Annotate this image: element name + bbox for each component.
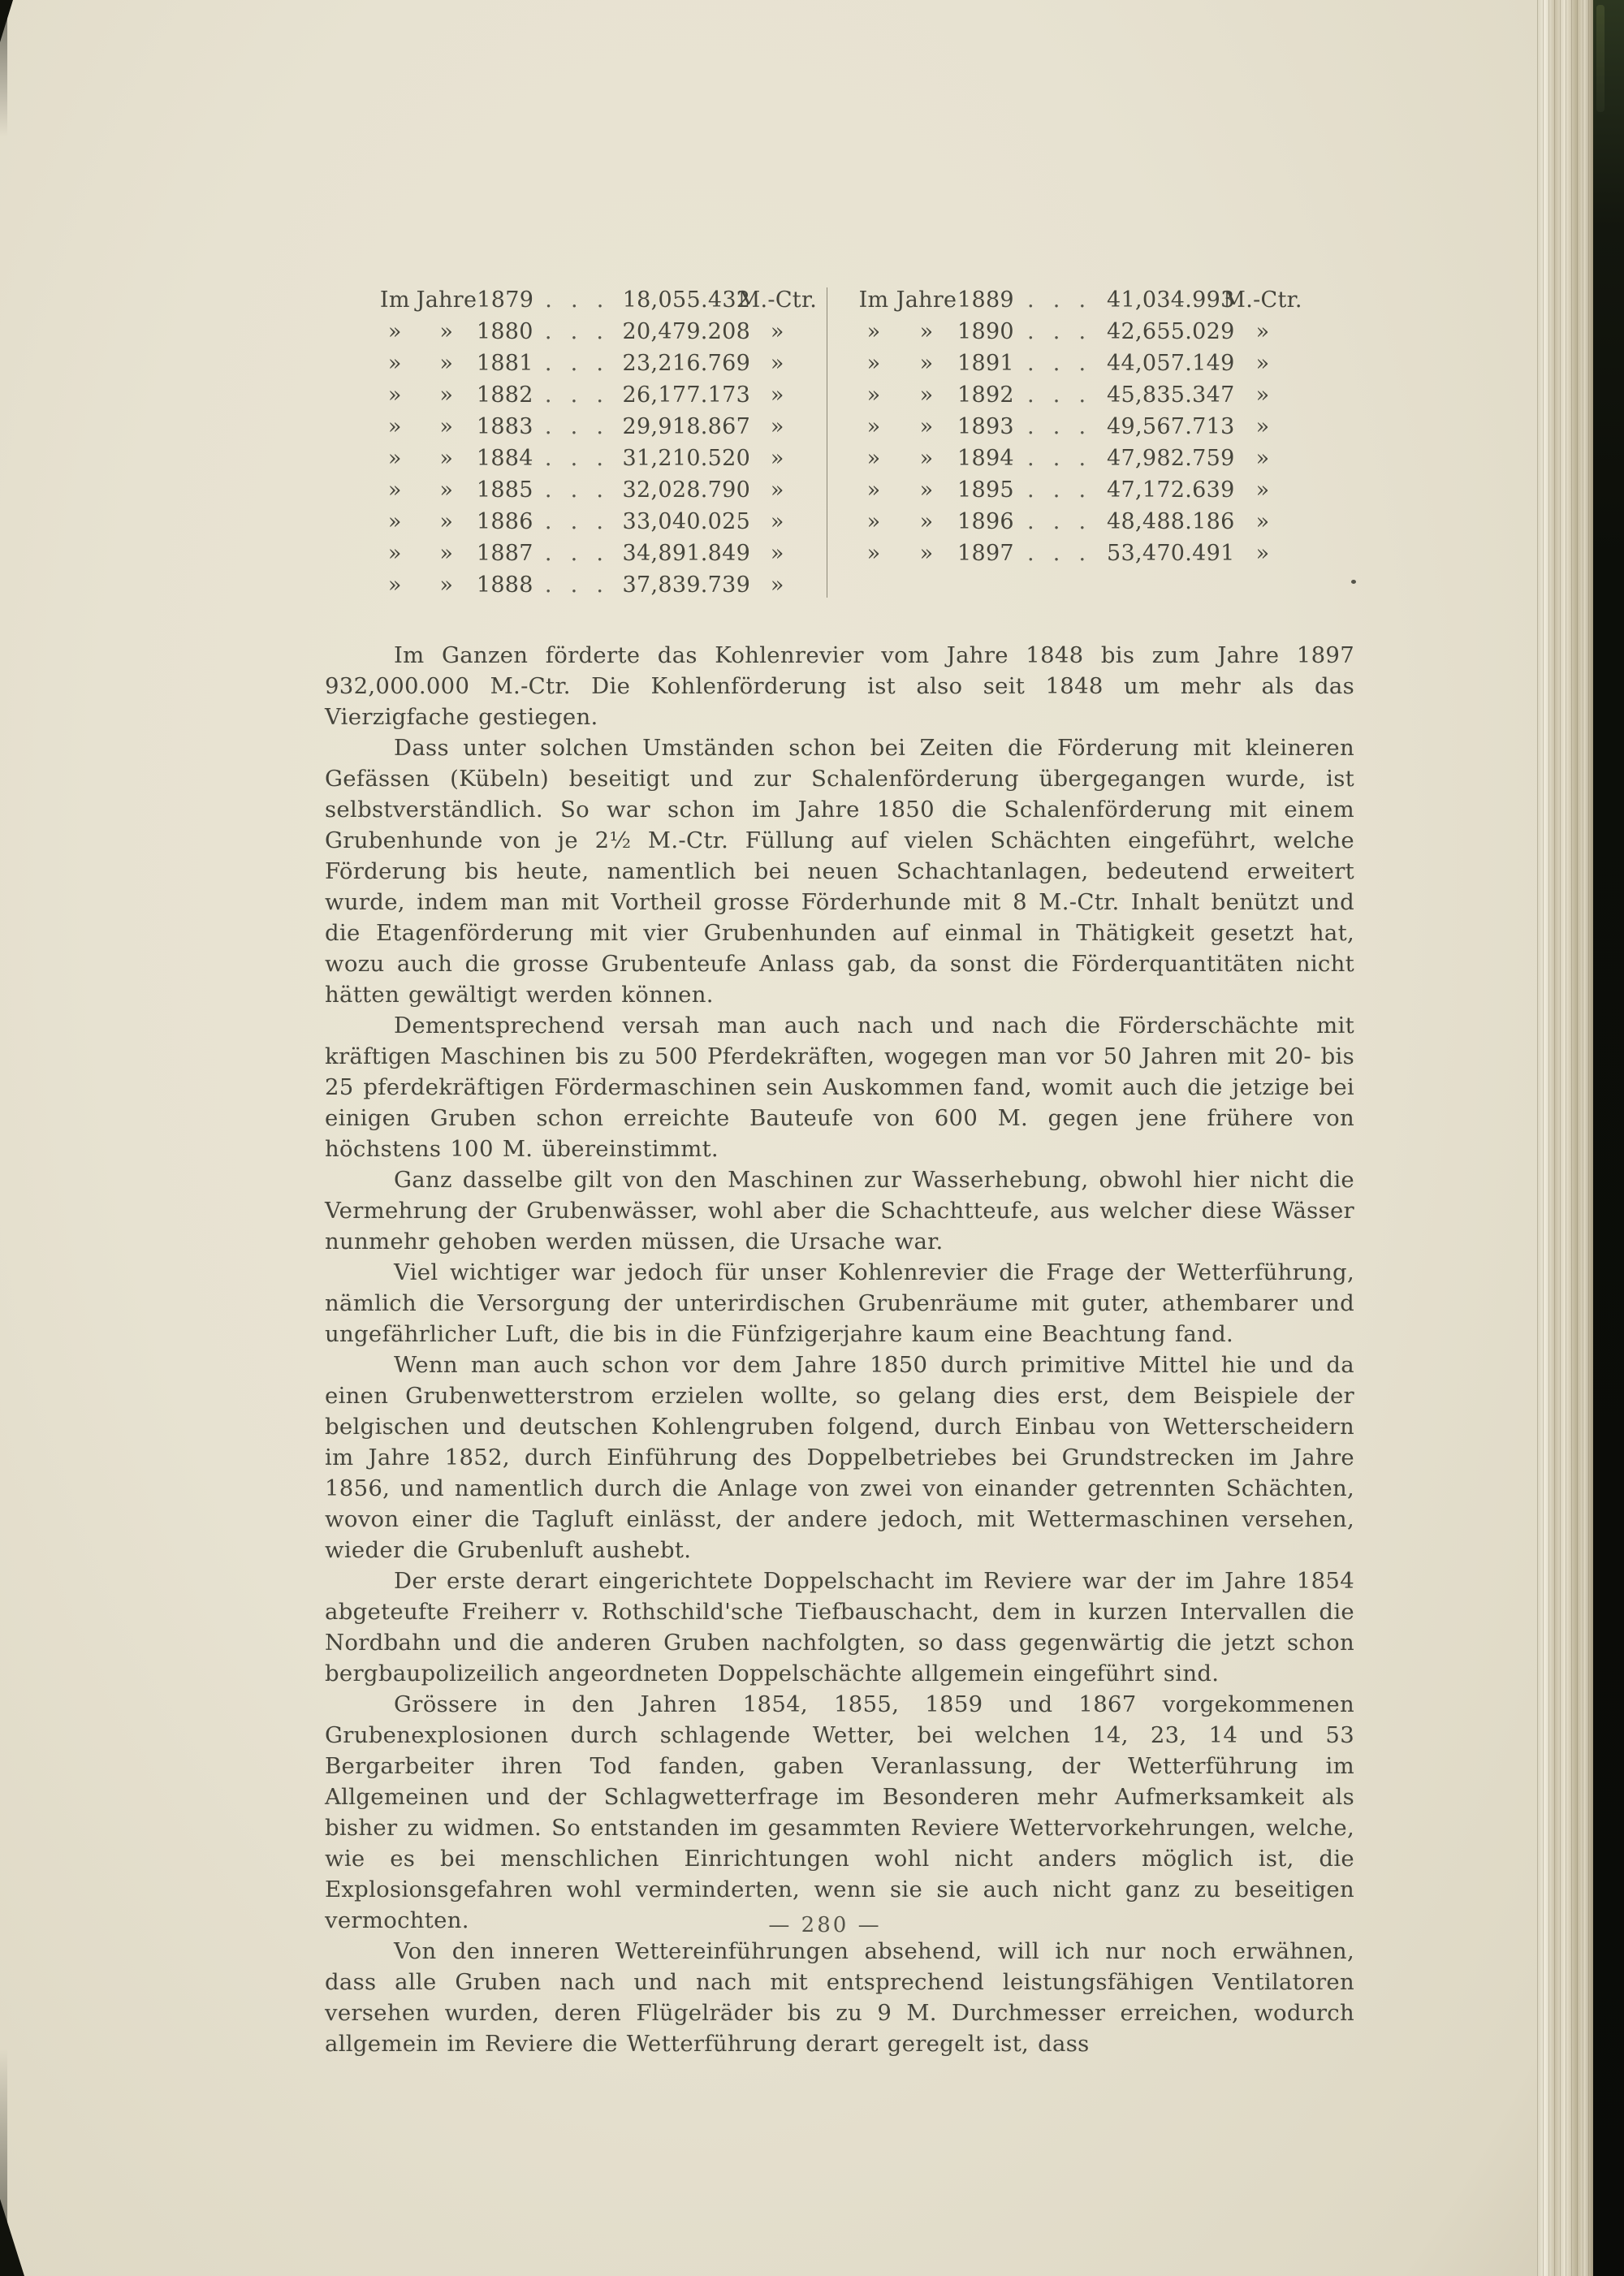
table-cell-dots: . . . (544, 382, 604, 408)
table-cell-jahre: » (439, 351, 454, 376)
table-cell-jahre: » (439, 541, 454, 566)
table-cell-jahre: » (919, 477, 934, 503)
table-row (852, 506, 1305, 538)
table-row (374, 379, 818, 411)
table-cell-unit: » (770, 541, 784, 566)
table-row (374, 474, 818, 506)
table-cell-im: » (866, 446, 881, 471)
table-cell-value: 45,835.347 (1107, 382, 1235, 408)
table-cell-value: 37,839.739 (622, 572, 751, 598)
table-cell-value: 26,177.173 (622, 382, 751, 408)
table-cell-unit: » (770, 572, 784, 598)
table-cell-dots: . . . (1027, 541, 1086, 566)
table-row (852, 379, 1305, 411)
table-cell-value: 31,210.520 (622, 446, 751, 471)
table-cell-year: 1885 (476, 477, 533, 503)
table-cell-jahre: Jahre (416, 287, 477, 313)
table-cell-year: 1897 (957, 541, 1014, 566)
body-text (325, 640, 1354, 2059)
table-row (852, 443, 1305, 474)
table-cell-dots: . . . (1027, 509, 1086, 534)
table-cell-value: 53,470.491 (1107, 541, 1235, 566)
table-cell-dots: . . . (544, 509, 604, 534)
table-cell-year: 1884 (476, 446, 533, 471)
table-cell-value: 42,655.029 (1107, 319, 1235, 344)
table-cell-im: Im (858, 287, 889, 313)
table-cell-jahre: » (919, 382, 934, 408)
table-cell-unit: » (1255, 351, 1270, 376)
table-cell-dots: . . . (1027, 477, 1086, 503)
table-cell-year: 1879 (477, 287, 534, 313)
production-table-right-column (852, 284, 1305, 601)
table-cell-jahre: » (919, 351, 934, 376)
table-cell-dots: . . . (545, 287, 604, 313)
table-cell-year: 1896 (957, 509, 1014, 534)
table-cell-dots: . . . (544, 319, 604, 344)
table-cell-value: 33,040.025 (622, 509, 751, 534)
table-cell-value: 49,567.713 (1107, 414, 1235, 439)
table-cell-unit: M.-Ctr. (1223, 287, 1302, 313)
paragraph: Dass unter solchen Umständen schon bei Zeiten die Förderung mit kleineren Gefässen (Kübeln) beseitigt und zur Schalenförderung übergegangen wurde, ist selbstverständlich. So war schon im Jahre 1850 die Schalenförderung mit einem Grubenhunde von je 2½ M.-Ctr. Füllung auf vielen Schächten eingeführt, welche Förderung bis heute, namentlich bei neuen Schachtanlagen, bedeutend erweitert wurde, indem man mit Vortheil grosse Förderhunde mit 8 M.-Ctr. Inhalt benützt und die Etagenförderung mit vier Grubenhunden auf einmal in Thätigkeit gesetzt hat, wozu auch die grosse Grubenteufe Anlass gab, da sonst die Förderquantitäten nicht hätten gewältigt werden können. (325, 735, 1354, 1008)
table-cell-unit: » (770, 351, 784, 376)
print-speck (1351, 580, 1356, 584)
table-cell-jahre: » (439, 414, 454, 439)
table-cell-unit: » (770, 446, 784, 471)
table-cell-im: » (866, 541, 881, 566)
table-cell-unit: » (770, 319, 784, 344)
table-cell-year: 1886 (476, 509, 533, 534)
table-cell-dots: . . . (544, 351, 604, 376)
table-cell-unit: » (1255, 477, 1270, 503)
table-cell-year: 1891 (957, 351, 1014, 376)
table-cell-dots: . . . (1027, 446, 1086, 471)
table-cell-year: 1889 (957, 287, 1014, 313)
table-cell-dots: . . . (1027, 382, 1086, 408)
table-cell-year: 1894 (957, 446, 1014, 471)
table-row (374, 316, 818, 348)
table-cell-dots: . . . (544, 446, 604, 471)
table-cell-dots: . . . (1027, 351, 1086, 376)
book-binding (1593, 0, 1624, 2276)
table-cell-jahre: » (439, 446, 454, 471)
table-cell-year: 1880 (476, 319, 533, 344)
table-cell-value: 44,057.149 (1107, 351, 1235, 376)
table-cell-value: 18,055.432 (622, 287, 751, 313)
table-cell-unit: » (770, 477, 784, 503)
table-cell-value: 29,918.867 (622, 414, 751, 439)
table-cell-im: » (866, 477, 881, 503)
table-cell-jahre: » (919, 414, 934, 439)
table-cell-year: 1892 (957, 382, 1014, 408)
production-table-left-column (374, 284, 818, 601)
table-cell-im: » (387, 572, 402, 598)
table-row (852, 474, 1305, 506)
table-cell-year: 1895 (957, 477, 1014, 503)
table-cell-jahre: » (439, 509, 454, 534)
paragraph: Ganz dasselbe gilt von den Maschinen zur Wasserhebung, obwohl hier nicht die Vermehrung der Grubenwässer, wohl aber die Schachtteufe, aus welcher diese Wässer nunmehr gehoben werden müssen, die Ursache war. (325, 1167, 1354, 1255)
table-cell-unit: » (1255, 446, 1270, 471)
table-cell-value: 23,216.769 (622, 351, 751, 376)
paragraph: Viel wichtiger war jedoch für unser Kohlenrevier die Frage der Wetterführung, nämlich die Versorgung der unterirdischen Grubenräume mit guter, athembarer und ungefährlicher Luft, die bis in die Fünfzigerjahre kaum eine Beachtung fand. (325, 1259, 1354, 1347)
table-row (374, 569, 818, 601)
table-cell-jahre: » (439, 319, 454, 344)
table-row (374, 538, 818, 569)
table-cell-value: 32,028.790 (622, 477, 751, 503)
table-cell-jahre: » (919, 509, 934, 534)
production-table (374, 284, 1305, 601)
table-cell-im: » (387, 319, 402, 344)
table-cell-year: 1888 (476, 572, 533, 598)
table-cell-im: » (387, 382, 402, 408)
table-cell-dots: . . . (544, 414, 604, 439)
table-cell-im: » (866, 414, 881, 439)
table-cell-jahre: » (439, 382, 454, 408)
table-cell-year: 1882 (476, 382, 533, 408)
table-cell-jahre: » (919, 446, 934, 471)
table-row (374, 411, 818, 443)
paragraph: Im Ganzen förderte das Kohlenrevier vom Jahre 1848 bis zum Jahre 1897 932,000.000 M.-Ctr. Die Kohlenförderung ist also seit 1848 um mehr als das Vierzigfache gestiegen. (325, 642, 1354, 730)
table-cell-im: » (387, 541, 402, 566)
table-cell-unit: » (770, 414, 784, 439)
table-cell-im: » (866, 351, 881, 376)
table-row (374, 443, 818, 474)
table-cell-jahre: Jahre (896, 287, 957, 313)
page-number: — 280 — (768, 1913, 882, 1937)
table-row (374, 348, 818, 379)
table-cell-value: 34,891.849 (622, 541, 751, 566)
table-cell-dots: . . . (1027, 414, 1086, 439)
binding-highlight (1596, 5, 1605, 112)
table-cell-dots: . . . (1027, 319, 1086, 344)
table-cell-im: » (866, 509, 881, 534)
table-cell-unit: » (770, 509, 784, 534)
table-cell-im: » (387, 446, 402, 471)
table-cell-year: 1881 (476, 351, 533, 376)
table-cell-value: 47,982.759 (1107, 446, 1235, 471)
table-row (852, 284, 1305, 316)
paragraph: Grössere in den Jahren 1854, 1855, 1859 und 1867 vorgekommenen Grubenexplosionen durch schlagende Wetter, bei welchen 14, 23, 14 und 53 Bergarbeiter ihren Tod fanden, gaben Veranlassung, der Wetterführung im Allgemeinen und der Schlagwetterfrage im Besonderen mehr Aufmerksamkeit als bisher zu widmen. So entstanden im gesammten Reviere Wettervorkehrungen, welche, wie es bei menschlichen Einrichtungen wohl nicht anders möglich ist, die Explosionsgefahren wohl verminderten, wenn sie sie auch nicht ganz zu beseitigen vermochten. (325, 1691, 1354, 1933)
table-row (852, 316, 1305, 348)
table-cell-jahre: » (439, 477, 454, 503)
paragraph: Wenn man auch schon vor dem Jahre 1850 durch primitive Mittel hie und da einen Grubenwetterstrom erzielen wollte, so gelang dies erst, dem Beispiele der belgischen und deutschen Kohlengruben folgend, durch Einbau von Wetterscheidern im Jahre 1852, durch Einführung des Doppelbetriebes bei Grundstrecken im Jahre 1856, und namentlich durch die Anlage von zwei von einander getrennten Schächten, wovon einer die Tagluft einlässt, der andere jedoch, mit Wettermaschinen versehen, wieder die Grubenluft aushebt. (325, 1352, 1354, 1563)
table-cell-year: 1883 (476, 414, 533, 439)
table-row (374, 284, 818, 316)
table-cell-year: 1890 (957, 319, 1014, 344)
table-cell-jahre: » (919, 541, 934, 566)
table-row (852, 538, 1305, 569)
table-cell-im: Im (379, 287, 410, 313)
table-cell-value: 48,488.186 (1107, 509, 1235, 534)
table-cell-im: » (387, 414, 402, 439)
table-cell-unit: » (770, 382, 784, 408)
table-row (852, 411, 1305, 443)
table-cell-unit: M.-Ctr. (737, 287, 818, 313)
table-cell-unit: » (1255, 541, 1270, 566)
table-cell-unit: » (1255, 509, 1270, 534)
table-cell-year: 1887 (476, 541, 533, 566)
table-row (852, 348, 1305, 379)
table-cell-dots: . . . (544, 572, 604, 598)
table-cell-value: 47,172.639 (1107, 477, 1235, 503)
scan-left-edge-shadow (0, 0, 7, 2276)
table-cell-jahre: » (439, 572, 454, 598)
table-cell-year: 1893 (957, 414, 1014, 439)
table-cell-unit: » (1255, 382, 1270, 408)
table-cell-im: » (866, 382, 881, 408)
table-cell-im: » (387, 477, 402, 503)
paragraph: Dementsprechend versah man auch nach und nach die Förderschächte mit kräftigen Maschinen bis zu 500 Pferdekräften, wogegen man vor 50 Jahren mit 20- bis 25 pferdekräftigen Fördermaschinen sein Auskommen fand, womit auch die jetzige bei einigen Gruben schon erreichte Bauteufe von 600 M. gegen jene frühere von höchstens 100 M. übereinstimmt. (325, 1013, 1354, 1162)
table-cell-im: » (387, 509, 402, 534)
table-cell-unit: » (1255, 414, 1270, 439)
table-cell-value: 20,479.208 (622, 319, 751, 344)
table-cell-im: » (866, 319, 881, 344)
paragraph: Von den inneren Wettereinführungen absehend, will ich nur noch erwähnen, dass alle Gruben nach und nach mit entsprechend leistungsfähigen Ventilatoren versehen wurden, deren Flügelräder bis zu 9 M. Durchmesser erreichen, wodurch allgemein im Reviere die Wetterführung derart geregelt ist, dass (325, 1938, 1354, 2057)
book-page-edges (1537, 0, 1593, 2276)
table-cell-dots: . . . (1027, 287, 1086, 313)
table-cell-dots: . . . (544, 477, 604, 503)
paragraph: Der erste derart eingerichtete Doppelschacht im Reviere war der im Jahre 1854 abgeteufte Freiherr v. Rothschild'sche Tiefbauschacht, dem in kurzen Intervallen die Nordbahn und die anderen Gruben nachfolgten, so dass gegenwärtig die jetzt schon bergbaupolizeilich angeordneten Doppelschächte allgemein eingeführt sind. (325, 1568, 1354, 1686)
table-cell-jahre: » (919, 319, 934, 344)
table-cell-unit: » (1255, 319, 1270, 344)
table-row (374, 506, 818, 538)
table-cell-dots: . . . (544, 541, 604, 566)
table-cell-value: 41,034.993 (1107, 287, 1235, 313)
table-cell-im: » (387, 351, 402, 376)
